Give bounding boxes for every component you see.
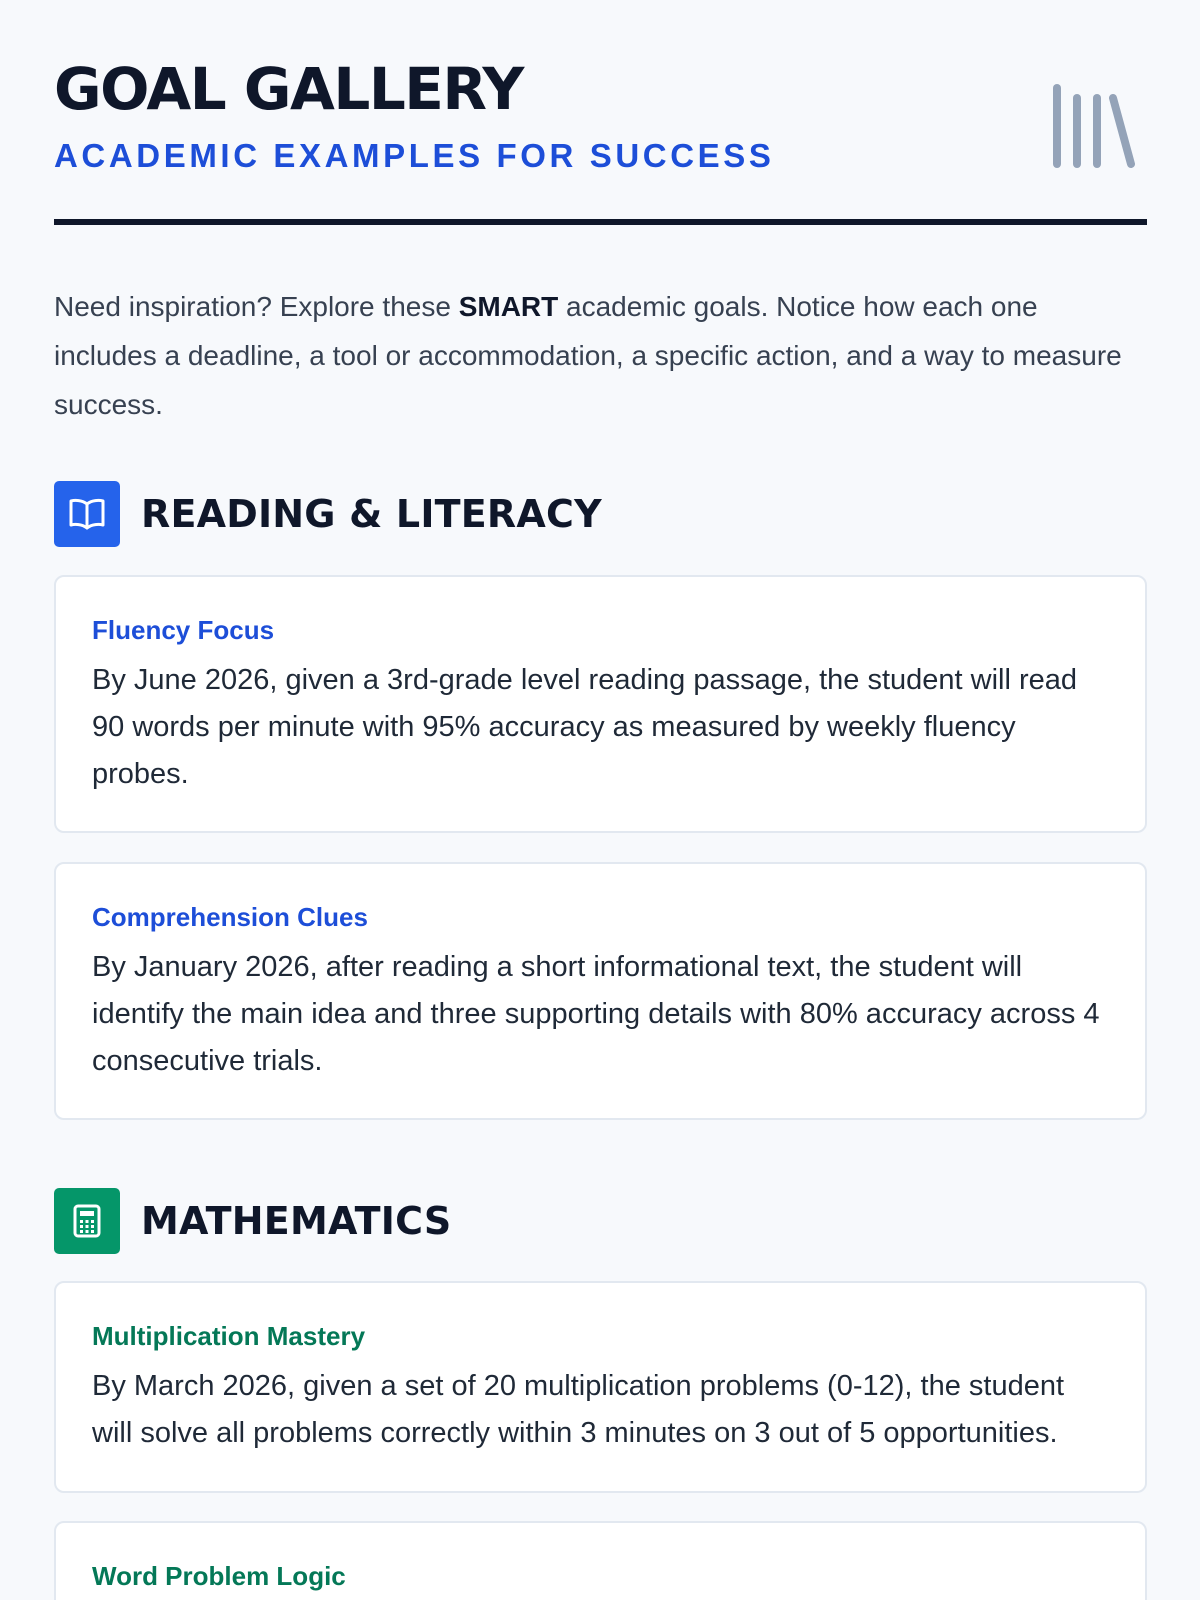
intro-emphasis: SMART [458,291,559,322]
goal-card [54,575,1147,833]
goal-card [54,862,1147,1120]
section-reading-header [54,481,1147,547]
intro-paragraph [54,282,1147,429]
goal-card-title: Word Problem Logic [92,1561,346,1591]
section-math-header [54,1188,1147,1254]
books-icon [1051,84,1135,170]
goal-card-title: Multiplication Mastery [92,1321,366,1351]
intro-text-start: Need inspiration? Explore these [54,291,459,322]
goal-card-title: Fluency Focus [92,615,275,645]
goal-card-text: By January 2026, after reading a short informational text, the student will identify the main idea and three supporting details with 80% accuracy across 4 consecutive trials. [92,951,1100,1077]
intro-text-end: academic goals. Notice how each one includes a deadline, a tool or accommodation, a specific action, and a way to measure success. [54,291,1122,420]
goal-gallery-page [54,0,1147,1600]
page-subtitle: ACADEMIC EXAMPLES FOR SUCCESS [54,137,775,174]
calculator-icon [54,1188,120,1254]
section-title: MATHEMATICS [141,1199,452,1243]
section-title: READING & LITERACY [141,492,602,536]
goal-card-text: By June 2026, given a 3rd-grade level reading passage, the student will read 90 words per minute with 95% accuracy as measured by weekly fluency probes. [92,664,1078,790]
page-header [54,56,1147,226]
page-title: GOAL GALLERY [54,55,523,123]
book-icon [54,481,120,547]
goal-card-text: By March 2026, given a set of 20 multiplication problems (0-12), the student will solve all problems correctly within 3 minutes on 3 out of 5 opportunities. [92,1370,1065,1449]
goal-card [54,1521,1147,1600]
goal-card [54,1281,1147,1493]
goal-card-title: Comprehension Clues [92,902,368,932]
header-divider [54,219,1147,225]
